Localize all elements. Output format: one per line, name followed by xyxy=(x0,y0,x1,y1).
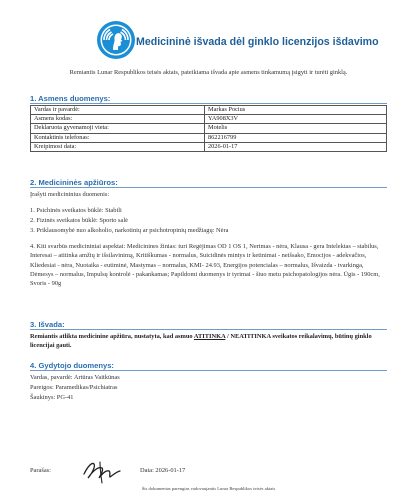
document-title: Medicininė išvada dėl ginklo licenzijos išdavimo xyxy=(136,36,379,48)
row-label: Asmens kodas: xyxy=(31,115,205,124)
section-conclusion-title: 3. Išvada: xyxy=(30,320,65,329)
table-row xyxy=(31,133,387,142)
document-header xyxy=(0,18,417,66)
conclusion-text-before: Remiantis atlikta medicinine apžiūra, nustatyta, kad asmuo xyxy=(30,333,194,340)
section-medical-exam-title: 2. Medicininės apžiūros: xyxy=(30,178,118,187)
section-personal-data-title: 1. Asmens duomenys: xyxy=(30,94,111,103)
section-divider xyxy=(30,329,387,330)
doctor-position: Pareigos: Paramedikas/Psichiatras xyxy=(30,384,118,391)
row-label: Kontaktinis telefonas: xyxy=(31,133,205,142)
conclusion-other-option: NEATITINKA xyxy=(230,333,271,340)
doctor-name: Vardas, pavardė: Artūras Vaitkūnas xyxy=(30,374,120,381)
conclusion-text-after: sveikatos reikalavimų, būtinų ginklo licencijai gauti. xyxy=(30,333,372,350)
row-label: Kreipimosi data: xyxy=(31,142,205,151)
signature-label: Parašas: xyxy=(30,467,51,474)
medical-item-mental: 1. Psichinės sveikatos būklė: Stabili xyxy=(30,207,122,214)
section-divider xyxy=(30,187,387,188)
row-value: Markas Pocius xyxy=(205,106,387,115)
row-value: YA908X3V xyxy=(205,115,387,124)
row-value: Motelis xyxy=(205,124,387,133)
medical-item-physical: 2. Fizinės sveikatos būklė: Sporto salė xyxy=(30,217,128,224)
conclusion-selected-option: ATITINKA xyxy=(193,333,226,340)
section-divider xyxy=(30,103,387,104)
globe-head-logo-icon xyxy=(96,20,136,60)
intro-text: Remiantis Lunar Respublikos teisės aktais, pateikiama išvada apie asmens tinkamumą įsigyti ir turėti ginklą. xyxy=(69,69,348,76)
table-row xyxy=(31,115,387,124)
handwritten-signature-icon xyxy=(80,456,126,484)
medical-subtitle: Įrašyti medicininius duomenis: xyxy=(30,191,110,198)
medical-item-other: 4. Kiti svarbūs medicininiai aspektai: Medicinines žinias: turi Regėjimas OD 1 OS 1, Nerimas - nėra, Klausa - gera Intelektas – stabilus, Interesai – atitinka amžių ir išsilavinimą, Kritiškumas - normalus, Suicidinės mintys ir ketinimai - neišsako, Emocijos - adekvačios, Kliedesiai - nėra, Nuotaika - eutiminė, Mastymas – normalus, KMI- 24.93, Energijos potencialas – normalus, Išvaizda - tvarkinga, Dėmesys – normalus, Impulsų kontrolė - pakankamas; Papildomi duomenys ir tyrimai - šiuo metu psichopatologijos nėra. Ūgis - 190cm, Svoris - 90g xyxy=(30,243,380,288)
row-label: Deklaruota gyvenamoji vieta: xyxy=(31,124,205,133)
table-row xyxy=(31,106,387,115)
conclusion-text xyxy=(30,332,388,351)
row-value: 2026-01-17 xyxy=(205,142,387,151)
row-value: 862216799 xyxy=(205,133,387,142)
section-divider xyxy=(30,370,387,371)
signature-date: Data: 2026-01-17 xyxy=(140,467,186,474)
personal-data-table xyxy=(30,105,387,152)
table-row xyxy=(31,142,387,151)
conclusion-separator: / xyxy=(225,333,231,340)
doctor-callsign: Šaukinys: PG-41 xyxy=(30,394,74,401)
table-row xyxy=(31,124,387,133)
row-label: Vardas ir pavardė: xyxy=(31,106,205,115)
footer-text: Šis dokumentas parengtas vadovaujantis Lunar Respublikos teisės aktais xyxy=(141,486,276,491)
section-doctor-title: 4. Gydytojo duomenys: xyxy=(30,361,114,370)
medical-item-addiction: 3. Priklausomybė nuo alkoholio, narkotinių ar psichotropinių medžiagų: Nėra xyxy=(30,227,229,234)
